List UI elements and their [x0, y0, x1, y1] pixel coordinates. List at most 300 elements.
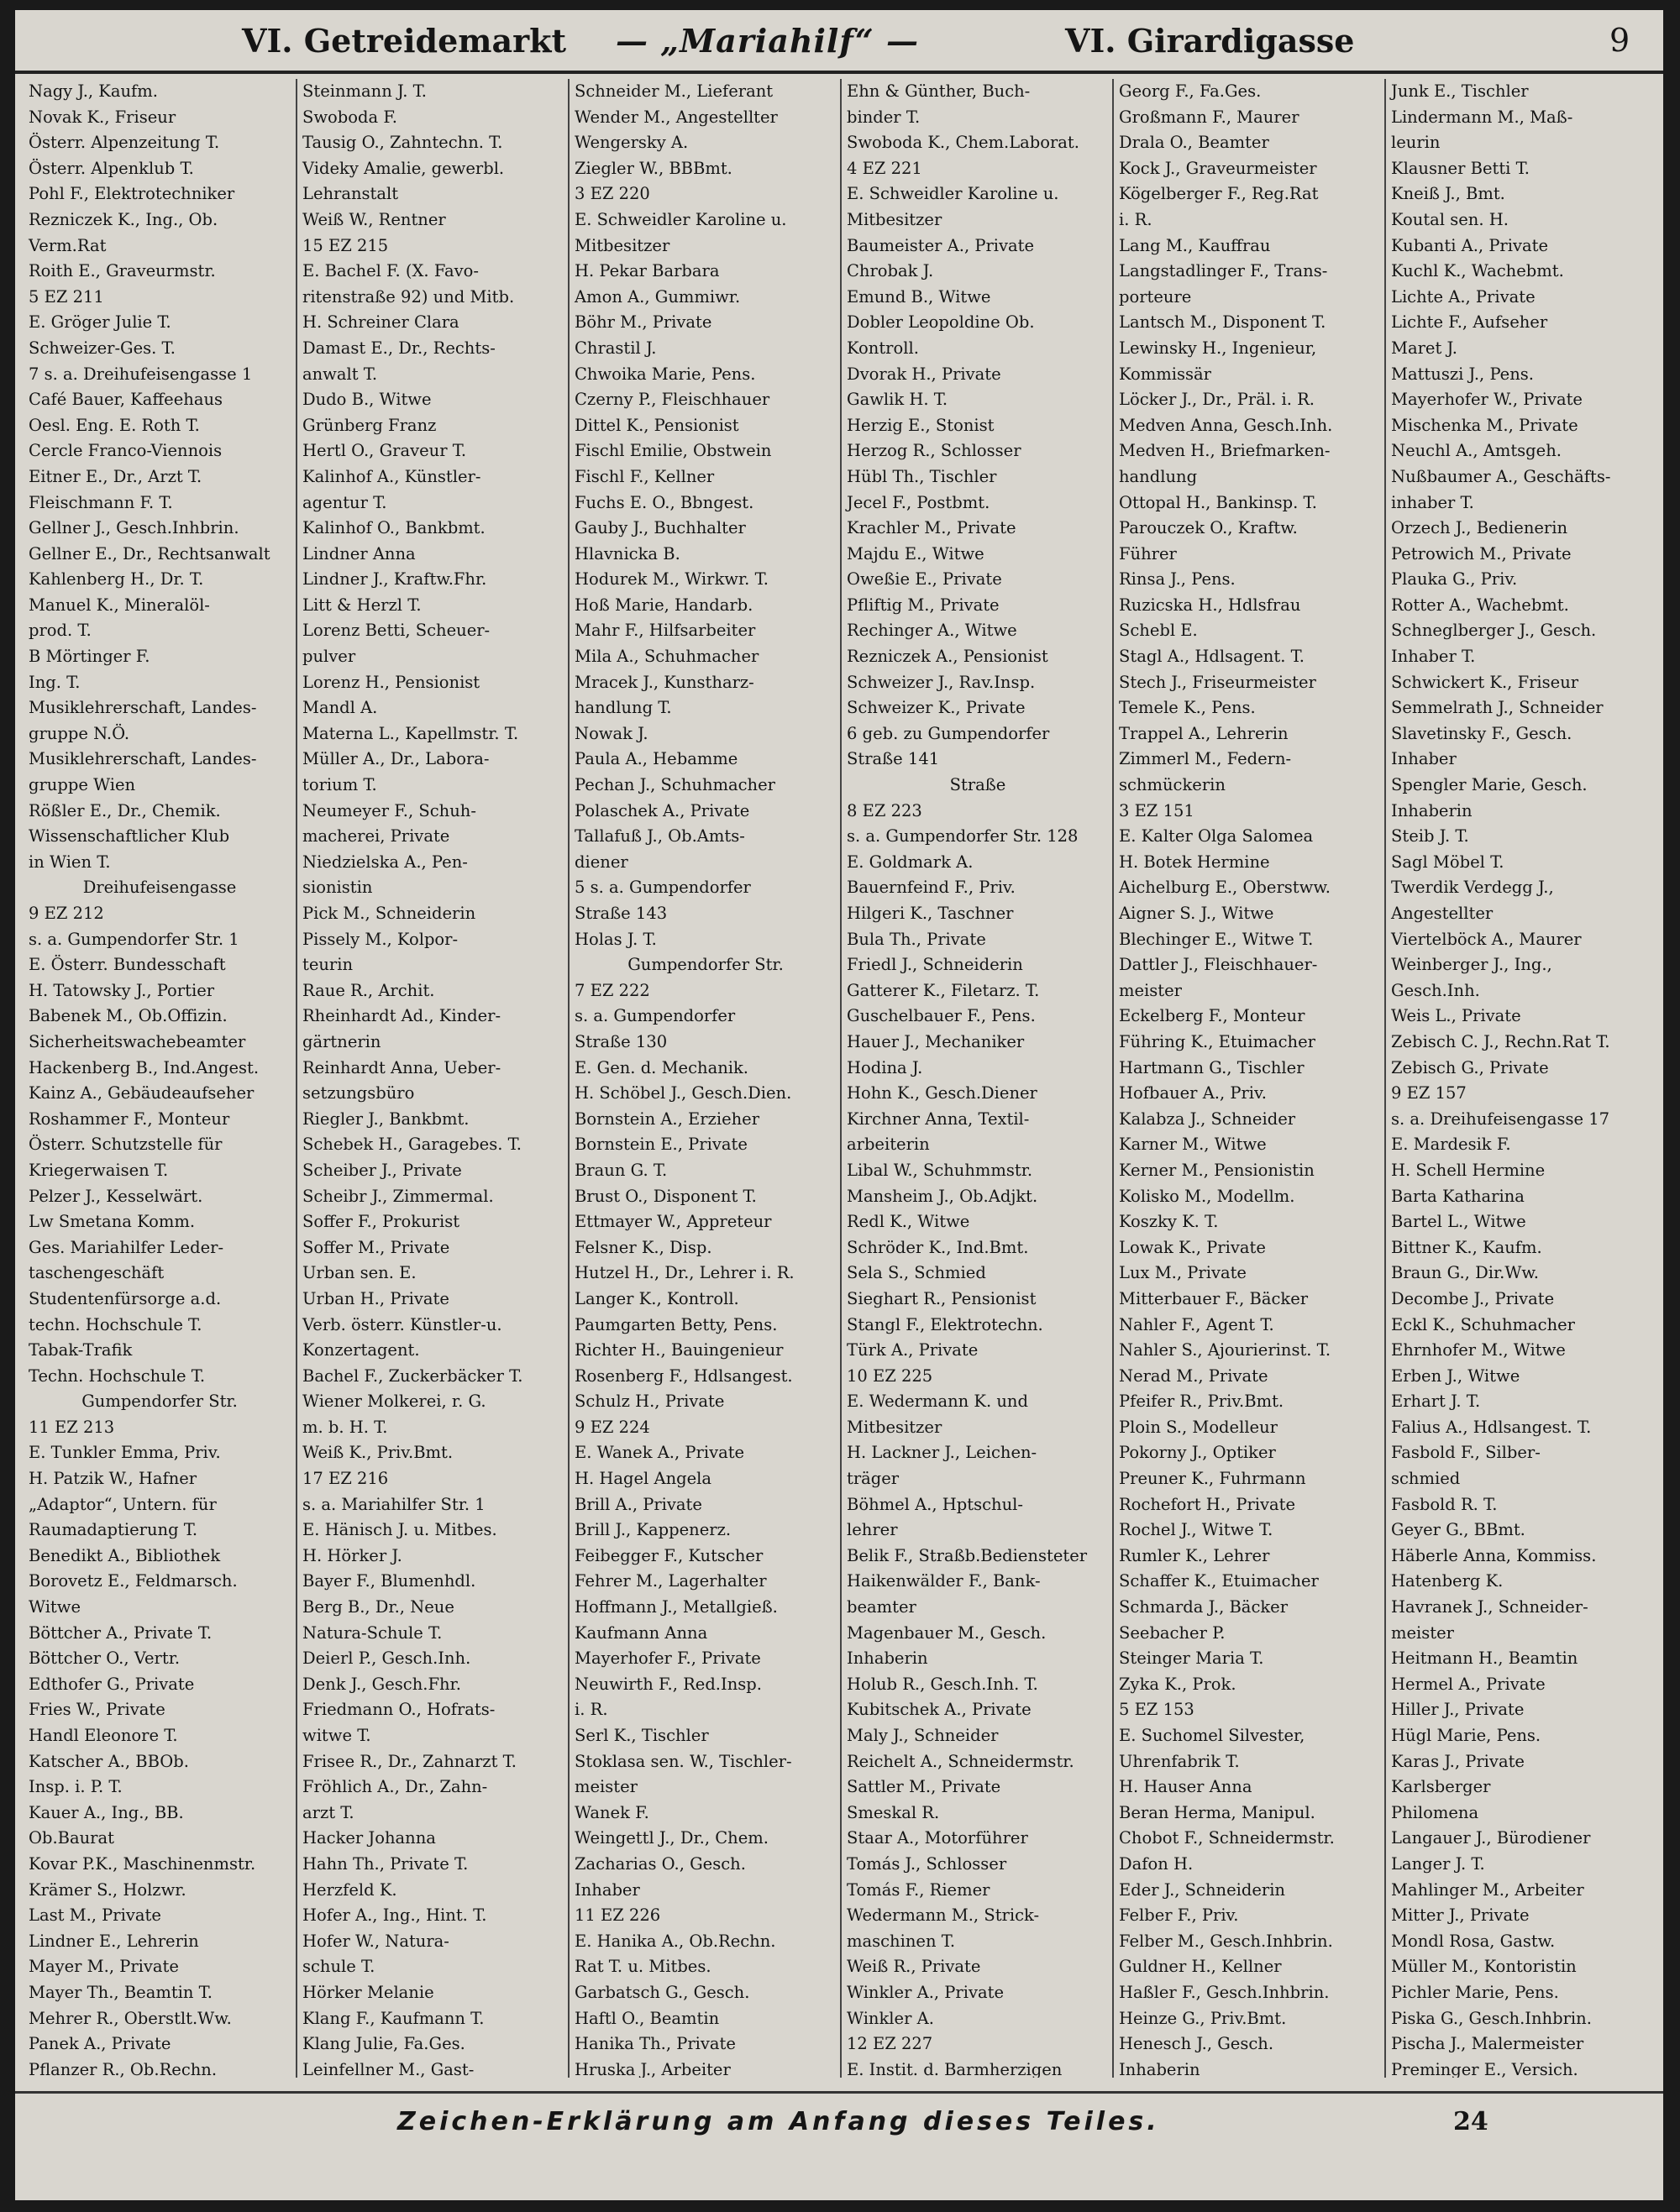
- directory-entry: Preminger E., Versich.: [1391, 2059, 1578, 2078]
- directory-entry: 3 EZ 151: [1119, 800, 1194, 820]
- directory-entry: Pohl F., Elektrotechniker: [29, 184, 235, 204]
- directory-entry: Hauer J., Mechaniker: [847, 1031, 1025, 1051]
- directory-entry: Mayer Th., Beamtin T.: [29, 1982, 213, 2002]
- directory-entry: Kovar P.K., Maschinenmstr.: [29, 1853, 256, 1874]
- directory-entry: Fehrer M., Lagerhalter: [575, 1571, 767, 1591]
- directory-entry: 3 EZ 220: [575, 184, 650, 204]
- directory-entry: Krachler M., Private: [847, 518, 1016, 538]
- directory-column-1: [24, 79, 291, 2078]
- directory-entry: Bula Th., Private: [847, 929, 986, 949]
- directory-entry: H. Schell Hermine: [1391, 1160, 1546, 1180]
- directory-entry: Rosenberg F., Hdlsangest.: [575, 1365, 793, 1386]
- directory-entry: Havranek J., Schneider-: [1391, 1597, 1588, 1617]
- directory-entry: Mondl Rosa, Gastw.: [1391, 1931, 1556, 1951]
- directory-entry: diener: [575, 852, 628, 872]
- directory-entry: Spengler Marie, Gesch.: [1391, 775, 1588, 795]
- directory-entry: Konzertagent.: [302, 1340, 420, 1360]
- directory-entry: Rotter A., Wachebmt.: [1391, 595, 1569, 615]
- directory-entry: Mitbesitzer: [575, 235, 670, 255]
- directory-entry: Karlsberger: [1391, 1777, 1491, 1797]
- directory-entry: Zebisch C. J., Rechn.Rat T.: [1391, 1031, 1610, 1051]
- directory-entry: Stangl F., Elektrotechn.: [847, 1314, 1043, 1334]
- directory-entry: Reichelt A., Schneidermstr.: [847, 1751, 1074, 1771]
- directory-entry: Bauernfeind F., Priv.: [847, 878, 1016, 898]
- directory-entry: Fries W., Private: [29, 1700, 165, 1720]
- directory-entry: Inhaberin: [847, 1649, 928, 1669]
- directory-column-5: [1112, 79, 1381, 2078]
- directory-entry: Langer J. T.: [1391, 1853, 1485, 1874]
- directory-entry: Chwoika Marie, Pens.: [575, 364, 756, 384]
- directory-entry: Schmarda J., Bäcker: [1119, 1597, 1289, 1617]
- directory-entry: Müller A., Dr., Labora-: [302, 749, 490, 769]
- directory-entry: Mahlinger M., Arbeiter: [1391, 1879, 1584, 1900]
- directory-entry: gruppe Wien: [29, 775, 136, 795]
- directory-entry: i. R.: [1119, 209, 1152, 229]
- directory-entry: Petrowich M., Private: [1391, 543, 1572, 563]
- directory-entry: Schröder K., Ind.Bmt.: [847, 1237, 1029, 1257]
- directory-entry: Lang M., Kauffrau: [1119, 235, 1271, 255]
- directory-entry: s. a. Gumpendorfer Str. 128: [847, 826, 1079, 847]
- directory-entry: Handl Eleonore T.: [29, 1726, 178, 1745]
- directory-entry: arbeiterin: [847, 1135, 930, 1155]
- directory-entry: Eckelberg F., Monteur: [1119, 1006, 1305, 1026]
- directory-entry: E. Bachel F. (X. Favo-: [302, 261, 479, 281]
- directory-entry: Temele K., Pens.: [1119, 698, 1256, 718]
- directory-entry: Koutal sen. H.: [1391, 209, 1509, 229]
- directory-entry: Wedermann M., Strick-: [847, 1905, 1040, 1926]
- directory-entry: Barta Katharina: [1391, 1186, 1525, 1206]
- directory-entry: Rumler K., Lehrer: [1119, 1545, 1270, 1565]
- directory-entry: leurin: [1391, 133, 1441, 153]
- directory-entry: Rheinhardt Ad., Kinder-: [302, 1006, 501, 1026]
- directory-entry: Erben J., Witwe: [1391, 1365, 1520, 1386]
- directory-entry: Kauer A., Ing., BB.: [29, 1802, 184, 1822]
- directory-entry: ritenstraße 92) und Mitb.: [302, 286, 515, 307]
- directory-entry: Mitbesitzer: [847, 1417, 942, 1437]
- directory-entry: H. Lackner J., Leichen-: [847, 1443, 1037, 1463]
- directory-entry: Zacharias O., Gesch.: [575, 1853, 746, 1874]
- directory-entry: s. a. Dreihufeisengasse 17: [1391, 1109, 1610, 1129]
- directory-entry: H. Botek Hermine: [1119, 852, 1270, 872]
- directory-entry: Braun G., Dir.Ww.: [1391, 1263, 1539, 1283]
- directory-entry: Magenbauer M., Gesch.: [847, 1622, 1047, 1643]
- directory-entry: B Mörtinger F.: [29, 647, 150, 667]
- directory-entry: Erhart J. T.: [1391, 1392, 1481, 1412]
- directory-entry: Hatenberg K.: [1391, 1571, 1504, 1591]
- directory-entry: 12 EZ 227: [847, 2034, 933, 2054]
- directory-entry: Fröhlich A., Dr., Zahn-: [302, 1777, 488, 1797]
- directory-entry: Krämer S., Holzwr.: [29, 1879, 186, 1900]
- directory-entry: Café Bauer, Kaffeehaus: [29, 390, 223, 410]
- directory-entry: Bornstein A., Erzieher: [575, 1109, 760, 1129]
- directory-entry: Pokorny J., Optiker: [1119, 1443, 1276, 1463]
- directory-entry: E. Tunkler Emma, Priv.: [29, 1443, 221, 1463]
- directory-entry: Last M., Private: [29, 1905, 161, 1926]
- directory-entry: Smeskal R.: [847, 1802, 940, 1822]
- directory-entry: Insp. i. P. T.: [29, 1777, 123, 1797]
- directory-entry: Musiklehrerschaft, Landes-: [29, 698, 257, 718]
- directory-entry: Braun G. T.: [575, 1160, 668, 1180]
- directory-entry: Kögelberger F., Reg.Rat: [1119, 184, 1319, 204]
- directory-entry: 17 EZ 216: [302, 1469, 389, 1489]
- directory-entry: Hanika Th., Private: [575, 2034, 736, 2054]
- directory-entry: Belik F., Straßb.Bediensteter: [847, 1545, 1088, 1565]
- directory-entry: Pfliftig M., Private: [847, 595, 1000, 615]
- directory-entry: Mahr F., Hilfsarbeiter: [575, 621, 756, 641]
- directory-entry: Heitmann H., Beamtin: [1391, 1649, 1578, 1669]
- directory-entry: Medven Anna, Gesch.Inh.: [1119, 415, 1333, 435]
- directory-entry: Wengersky A.: [575, 133, 689, 153]
- directory-entry: Langer K., Kontroll.: [575, 1288, 739, 1308]
- directory-entry: Verm.Rat: [29, 235, 107, 255]
- directory-entry: Henesch J., Gesch.: [1119, 2034, 1274, 2054]
- directory-entry: Falius A., Hdlsangest. T.: [1391, 1417, 1592, 1437]
- directory-entry: Lux M., Private: [1119, 1263, 1247, 1283]
- directory-entry: agentur T.: [302, 492, 387, 512]
- directory-entry: Viertelböck A., Maurer: [1391, 929, 1582, 949]
- directory-entry: Rechinger A., Witwe: [847, 621, 1017, 641]
- directory-entry: Mitbesitzer: [847, 209, 942, 229]
- directory-entry: lehrer: [847, 1520, 898, 1540]
- directory-column-2: [296, 79, 564, 2078]
- directory-entry: Redl K., Witwe: [847, 1212, 970, 1232]
- directory-entry: Schneglberger J., Gesch.: [1391, 621, 1597, 641]
- directory-entry: Mattuszi J., Pens.: [1391, 364, 1534, 384]
- directory-entry: Müller M., Kontoristin: [1391, 1957, 1577, 1977]
- directory-entry: H. Patzik W., Hafner: [29, 1469, 197, 1489]
- directory-entry: E. Suchomel Silvester,: [1119, 1726, 1305, 1745]
- directory-entry: sionistin: [302, 878, 373, 898]
- directory-entry: Novak K., Friseur: [29, 107, 176, 127]
- directory-entry: Haftl O., Beamtin: [575, 2008, 720, 2028]
- directory-entry: Mansheim J., Ob.Adjkt.: [847, 1186, 1038, 1206]
- directory-entry: binder T.: [847, 107, 921, 127]
- directory-entry: E. Hanika A., Ob.Rechn.: [575, 1931, 776, 1951]
- directory-entry: Steinger Maria T.: [1119, 1649, 1264, 1669]
- directory-entry: Inhaber: [575, 1879, 640, 1900]
- directory-entry: Hügl Marie, Pens.: [1391, 1726, 1541, 1745]
- directory-entry: Straße 143: [575, 904, 668, 923]
- directory-entry: Böttcher O., Vertr.: [29, 1649, 181, 1669]
- directory-entry: Verb. österr. Künstler-u.: [302, 1314, 502, 1334]
- directory-entry: inhaber T.: [1391, 492, 1474, 512]
- directory-entry: Ruzicska H., Hdlsfrau: [1119, 595, 1301, 615]
- directory-entry: Tomás J., Schlosser: [847, 1853, 1007, 1874]
- directory-entry: Reinhardt Anna, Ueber-: [302, 1057, 501, 1077]
- directory-entry: Decombe J., Private: [1391, 1288, 1555, 1308]
- directory-entry: Stagl A., Hdlsagent. T.: [1119, 647, 1305, 667]
- directory-entry: Ziegler W., BBBmt.: [575, 158, 732, 178]
- directory-entry: Dobler Leopoldine Ob.: [847, 312, 1035, 333]
- directory-entry: Großmann F., Maurer: [1119, 107, 1299, 127]
- directory-entry: 5 s. a. Gumpendorfer: [575, 878, 751, 898]
- directory-entry: Hertl O., Graveur T.: [302, 441, 467, 461]
- directory-entry: Inhaber: [1391, 749, 1457, 769]
- directory-entry: Twerdik Verdegg J.,: [1391, 878, 1554, 898]
- directory-entry: Kalinhof O., Bankbmt.: [302, 518, 486, 538]
- directory-entry: H. Hagel Angela: [575, 1469, 712, 1489]
- directory-entry: Mitter J., Private: [1391, 1905, 1530, 1926]
- directory-entry: Tausig O., Zahntechn. T.: [302, 133, 503, 153]
- directory-entry: Kolisko M., Modellm.: [1119, 1186, 1295, 1206]
- directory-entry: Weiß R., Private: [847, 1957, 981, 1977]
- directory-entry: Studentenfürsorge a.d.: [29, 1288, 222, 1308]
- directory-entry: Schebl E.: [1119, 621, 1198, 641]
- directory-entry: Türk A., Private: [847, 1340, 979, 1360]
- directory-entry: gärtnerin: [302, 1031, 381, 1051]
- directory-entry: Urban sen. E.: [302, 1263, 417, 1283]
- legend-note: Zeichen-Erklärung am Anfang dieses Teiles.: [397, 2107, 1160, 2136]
- directory-entry: Mischenka M., Private: [1391, 415, 1578, 435]
- directory-entry: H. Schöbel J., Gesch.Dien.: [575, 1083, 792, 1103]
- directory-entry: witwe T.: [302, 1726, 371, 1745]
- directory-entry: handlung T.: [575, 698, 672, 718]
- directory-entry: Drala O., Beamter: [1119, 133, 1269, 153]
- directory-entry: Schwickert K., Friseur: [1391, 672, 1579, 692]
- directory-column-4: [840, 79, 1109, 2078]
- directory-entry: Benedikt A., Bibliothek: [29, 1545, 221, 1565]
- directory-entry: Klang Julie, Fa.Ges.: [302, 2034, 465, 2054]
- directory-entry: Kontroll.: [847, 338, 919, 358]
- directory-entry: Gawlik H. T.: [847, 390, 948, 410]
- directory-entry: Lorenz H., Pensionist: [302, 672, 480, 692]
- directory-entry: Nußbaumer A., Geschäfts-: [1391, 466, 1611, 486]
- directory-entry: Hodurek M., Wirkwr. T.: [575, 569, 769, 590]
- directory-entry: maschinen T.: [847, 1931, 956, 1951]
- directory-entry: 7 EZ 222: [575, 980, 650, 1000]
- directory-entry: Fuchs E. O., Bbngest.: [575, 492, 754, 512]
- directory-entry: Paula A., Hebamme: [575, 749, 738, 769]
- directory-entry: Kriegerwaisen T.: [29, 1160, 169, 1180]
- directory-entry: E. Schweidler Karoline u.: [575, 209, 787, 229]
- page-header: [15, 10, 1663, 74]
- directory-entry: Ehrnhofer M., Witwe: [1391, 1340, 1566, 1360]
- directory-entry: Hutzel H., Dr., Lehrer i. R.: [575, 1263, 795, 1283]
- directory-entry: Winkler A.: [847, 2008, 934, 2028]
- directory-entry: Felber F., Priv.: [1119, 1905, 1239, 1926]
- directory-entry: Dvorak H., Private: [847, 364, 1001, 384]
- directory-entry: Emund B., Witwe: [847, 286, 991, 307]
- directory-entry: Ottopal H., Bankinsp. T.: [1119, 492, 1317, 512]
- directory-entry: Pelzer J., Kesselwärt.: [29, 1186, 203, 1206]
- directory-entry: Bartel L., Witwe: [1391, 1212, 1526, 1232]
- directory-entry: Berg B., Dr., Neue: [302, 1597, 454, 1617]
- directory-entry: Rochel J., Witwe T.: [1119, 1520, 1273, 1540]
- directory-entry: Mila A., Schuhmacher: [575, 647, 759, 667]
- directory-entry: 5 EZ 153: [1119, 1700, 1194, 1720]
- directory-entry: Kerner M., Pensionistin: [1119, 1160, 1315, 1180]
- directory-entry: Lindner E., Lehrerin: [29, 1931, 199, 1951]
- directory-entry: Dafon H.: [1119, 1853, 1194, 1874]
- directory-entry: Mayer M., Private: [29, 1957, 179, 1977]
- directory-entry: Pflanzer R., Ob.Rechn.: [29, 2059, 218, 2078]
- directory-entry: Schweizer-Ges. T.: [29, 338, 176, 358]
- directory-entry: Kock J., Graveurmeister: [1119, 158, 1317, 178]
- directory-entry: Hohn K., Gesch.Diener: [847, 1083, 1037, 1103]
- directory-entry: Ges. Mariahilfer Leder-: [29, 1237, 224, 1257]
- directory-entry: Philomena: [1391, 1802, 1479, 1822]
- directory-page: [15, 10, 1663, 2200]
- directory-entry: Nagy J., Kaufm.: [29, 81, 158, 101]
- directory-entry: Haikenwälder F., Bank-: [847, 1571, 1041, 1591]
- directory-entry: handlung: [1119, 466, 1198, 486]
- directory-entry: Hilgeri K., Taschner: [847, 904, 1014, 923]
- directory-entry: Hoß Marie, Handarb.: [575, 595, 753, 615]
- directory-entry: Kubanti A., Private: [1391, 235, 1549, 255]
- directory-entry: Sattler M., Private: [847, 1777, 1001, 1797]
- directory-entry: Ehn & Günther, Buch-: [847, 81, 1031, 101]
- directory-entry: Lowak K., Private: [1119, 1237, 1266, 1257]
- directory-entry: Gumpendorfer Str.: [81, 1392, 238, 1412]
- directory-entry: Paumgarten Betty, Pens.: [575, 1314, 778, 1334]
- directory-entry: arzt T.: [302, 1802, 354, 1822]
- directory-entry: Grünberg Franz: [302, 415, 437, 435]
- directory-entry: 9 EZ 224: [575, 1417, 650, 1437]
- directory-entry: schule T.: [302, 1957, 375, 1977]
- directory-entry: E. Kalter Olga Salomea: [1119, 826, 1314, 847]
- directory-entry: Amon A., Gummiwr.: [575, 286, 741, 307]
- street-range-end: VI. Girardigasse: [1065, 22, 1355, 60]
- directory-entry: Trappel A., Lehrerin: [1119, 723, 1289, 743]
- directory-entry: Plauka G., Priv.: [1391, 569, 1518, 590]
- directory-entry: Hofer A., Ing., Hint. T.: [302, 1905, 487, 1926]
- directory-entry: Führing K., Etuimacher: [1119, 1031, 1315, 1051]
- directory-entry: Techn. Hochschule T.: [29, 1365, 206, 1386]
- directory-entry: Roith E., Graveurmstr.: [29, 261, 216, 281]
- directory-entry: Scheiber J., Private: [302, 1160, 462, 1180]
- directory-entry: Hofer W., Natura-: [302, 1931, 449, 1951]
- directory-column-6: [1384, 79, 1653, 2078]
- directory-entry: Pfeifer R., Priv.Bmt.: [1119, 1392, 1284, 1412]
- directory-entry: Roshammer F., Monteur: [29, 1109, 230, 1129]
- directory-entry: Tabak-Trafik: [29, 1340, 133, 1360]
- directory-entry: Schneider M., Lieferant: [575, 81, 774, 101]
- directory-entry: Aichelburg E., Oberstww.: [1119, 878, 1331, 898]
- directory-entry: Wiener Molkerei, r. G.: [302, 1392, 486, 1412]
- directory-entry: Gumpendorfer Str.: [627, 955, 784, 975]
- directory-entry: H. Pekar Barbara: [575, 261, 720, 281]
- directory-entry: Ing. T.: [29, 672, 81, 692]
- directory-entry: Oesl. Eng. E. Roth T.: [29, 415, 200, 435]
- directory-entry: Katscher A., BBOb.: [29, 1751, 189, 1771]
- directory-entry: Riegler J., Bankbmt.: [302, 1109, 470, 1129]
- directory-entry: Polaschek A., Private: [575, 800, 750, 820]
- directory-entry: Blechinger E., Witwe T.: [1119, 929, 1314, 949]
- directory-entry: Brill A., Private: [575, 1494, 702, 1514]
- directory-entry: Weingettl J., Dr., Chem.: [575, 1828, 769, 1848]
- directory-entry: H. Hörker J.: [302, 1545, 402, 1565]
- directory-entry: Gesch.Inh.: [1391, 980, 1480, 1000]
- directory-entry: Lewinsky H., Ingenieur,: [1119, 338, 1317, 358]
- directory-entry: Lantsch M., Disponent T.: [1119, 312, 1326, 333]
- directory-entry: pulver: [302, 647, 356, 667]
- directory-entry: E. Schweidler Karoline u.: [847, 184, 1059, 204]
- directory-entry: Musiklehrerschaft, Landes-: [29, 749, 257, 769]
- directory-entry: Jecel F., Postbmt.: [847, 492, 990, 512]
- directory-entry: Ettmayer W., Appreteur: [575, 1212, 772, 1232]
- directory-entry: meister: [1119, 980, 1182, 1000]
- directory-entry: Seebacher P.: [1119, 1622, 1226, 1643]
- directory-entry: Tallafuß J., Ob.Amts-: [575, 826, 745, 847]
- directory-entry: Hlavnicka B.: [575, 543, 680, 563]
- directory-entry: Herzfeld K.: [302, 1879, 397, 1900]
- directory-entry: porteure: [1119, 286, 1192, 307]
- directory-entry: Lichte F., Aufseher: [1391, 312, 1548, 333]
- directory-entry: Herzig E., Stonist: [847, 415, 995, 435]
- directory-entry: „Adaptor“, Untern. für: [29, 1494, 217, 1514]
- directory-entry: Stoklasa sen. W., Tischler-: [575, 1751, 792, 1771]
- directory-entry: 11 EZ 226: [575, 1905, 661, 1926]
- directory-entry: Staar A., Motorführer: [847, 1828, 1028, 1848]
- directory-entry: Brill J., Kappenerz.: [575, 1520, 732, 1540]
- directory-entry: 8 EZ 223: [847, 800, 922, 820]
- directory-entry: Libal W., Schuhmmstr.: [847, 1160, 1033, 1180]
- directory-entry: Löcker J., Dr., Präl. i. R.: [1119, 390, 1315, 410]
- directory-entry: Beran Herma, Manipul.: [1119, 1802, 1315, 1822]
- directory-entry: Raue R., Archit.: [302, 980, 435, 1000]
- directory-entry: Kaufmann Anna: [575, 1622, 708, 1643]
- directory-entry: meister: [575, 1777, 638, 1797]
- sheet-number: 24: [1453, 2107, 1488, 2136]
- directory-entry: 5 EZ 211: [29, 286, 104, 307]
- directory-entry: Bornstein E., Private: [575, 1135, 748, 1155]
- directory-entry: Weiß K., Priv.Bmt.: [302, 1443, 454, 1463]
- directory-entry: Ploin S., Modelleur: [1119, 1417, 1278, 1437]
- directory-entry: Langauer J., Bürodiener: [1391, 1828, 1591, 1848]
- directory-entry: Lehranstalt: [302, 184, 399, 204]
- directory-entry: Langstadlinger F., Trans-: [1119, 261, 1328, 281]
- directory-entry: Hoffmann J., Metallgieß.: [575, 1597, 778, 1617]
- directory-entry: Österr. Alpenzeitung T.: [29, 133, 220, 153]
- directory-entry: Straße: [949, 775, 1006, 795]
- directory-entry: Hodina J.: [847, 1057, 923, 1077]
- directory-entry: Manuel K., Mineralöl-: [29, 595, 210, 615]
- directory-entry: Eitner E., Dr., Arzt T.: [29, 466, 202, 486]
- directory-entry: Heinze G., Priv.Bmt.: [1119, 2008, 1287, 2028]
- directory-entry: Eckl K., Schuhmacher: [1391, 1314, 1575, 1334]
- directory-entry: Bittner K., Kaufm.: [1391, 1237, 1542, 1257]
- directory-entry: gruppe N.Ö.: [29, 723, 130, 743]
- directory-entry: E. Gröger Julie T.: [29, 312, 171, 333]
- directory-entry: E. Wanek A., Private: [575, 1443, 745, 1463]
- directory-entry: Felber M., Gesch.Inhbrin.: [1119, 1931, 1333, 1951]
- directory-entry: taschengeschäft: [29, 1263, 165, 1283]
- directory-entry: Hruska J., Arbeiter: [575, 2059, 731, 2078]
- directory-entry: 6 geb. zu Gumpendorfer: [847, 723, 1050, 743]
- directory-entry: Maret J.: [1391, 338, 1457, 358]
- directory-entry: Fischl Emilie, Obstwein: [575, 441, 772, 461]
- directory-entry: Winkler A., Private: [847, 1982, 1004, 2002]
- directory-entry: Uhrenfabrik T.: [1119, 1751, 1240, 1771]
- directory-entry: Koszky K. T.: [1119, 1212, 1219, 1232]
- directory-entry: 15 EZ 215: [302, 235, 389, 255]
- directory-entry: Zimmerl M., Federn-: [1119, 749, 1292, 769]
- directory-entry: Schulz H., Private: [575, 1392, 725, 1412]
- directory-entry: Zebisch G., Private: [1391, 1057, 1549, 1077]
- directory-entry: Rinsa J., Pens.: [1119, 569, 1236, 590]
- directory-entry: Georg F., Fa.Ges.: [1119, 81, 1262, 101]
- directory-entry: Hermel A., Private: [1391, 1674, 1546, 1694]
- directory-entry: E. Österr. Bundesschaft: [29, 955, 226, 975]
- directory-entry: s. a. Mariahilfer Str. 1: [302, 1494, 486, 1514]
- directory-entry: Lindner J., Kraftw.Fhr.: [302, 569, 487, 590]
- directory-entry: Chrobak J.: [847, 261, 934, 281]
- directory-entry: Mayerhofer F., Private: [575, 1649, 761, 1669]
- directory-entry: teurin: [302, 955, 354, 975]
- directory-entry: schmückerin: [1119, 775, 1226, 795]
- directory-entry: meister: [1391, 1622, 1454, 1643]
- directory-entry: Weinberger J., Ing.,: [1391, 955, 1552, 975]
